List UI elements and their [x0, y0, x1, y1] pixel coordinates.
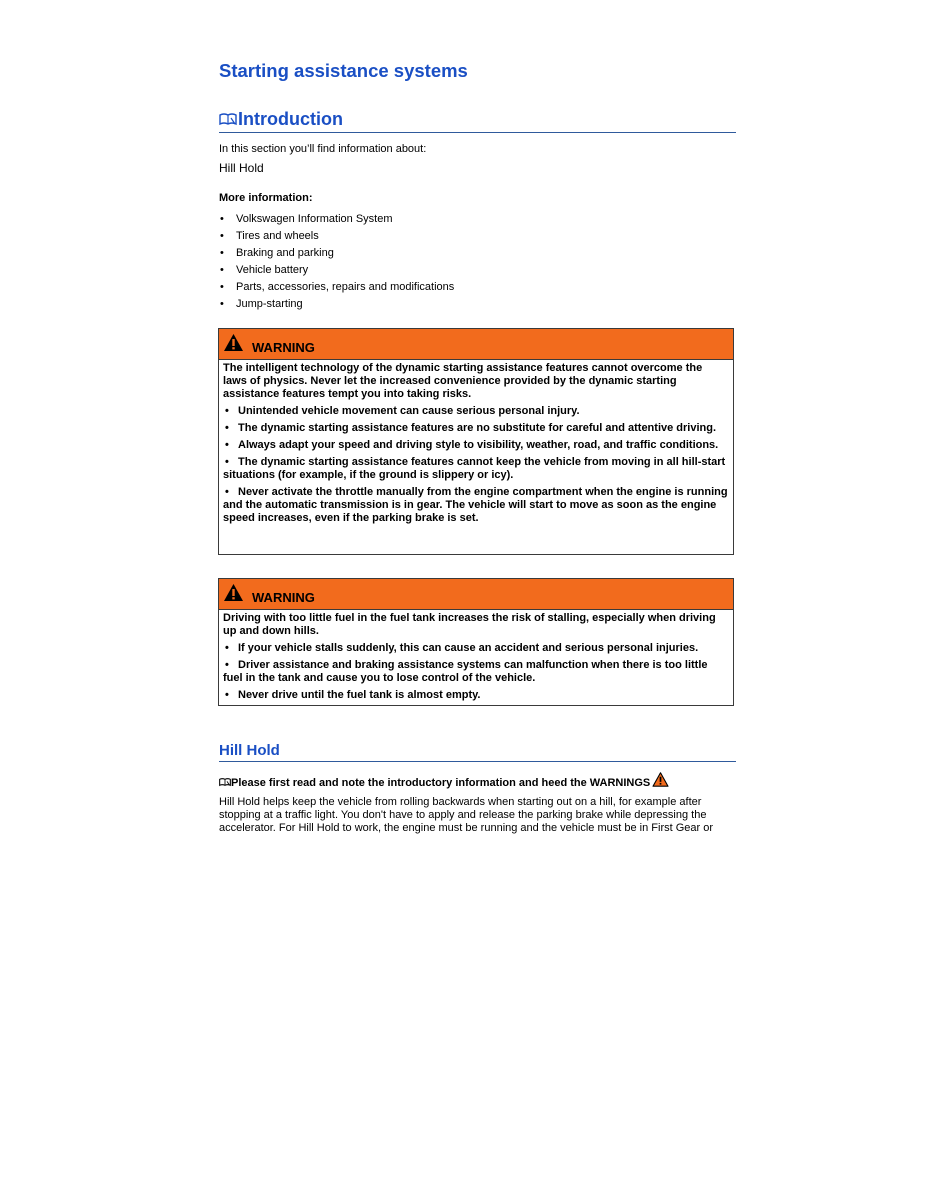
warning-item — [223, 486, 729, 529]
warning-item-text: Always adapt your speed and driving style to visibility, weather, road, and traffic conditions. — [238, 439, 719, 451]
warning-item — [223, 659, 729, 689]
list-item-label: Parts, accessories, repairs and modifications — [236, 281, 455, 293]
intro-topic-text: Hill Hold — [219, 161, 264, 175]
list-item — [219, 245, 454, 262]
bullet: • — [225, 439, 229, 451]
read-first-note-text: Please first read and note the introductory information and heed the WARNINGS — [231, 777, 651, 789]
book-icon — [219, 777, 231, 787]
list-item — [219, 262, 454, 279]
warning-item — [223, 456, 729, 486]
warning-item — [223, 642, 729, 659]
page-title: Starting assistance systems — [219, 60, 468, 81]
intro-lead-text: In this section you’ll find information about: — [219, 143, 427, 155]
more-information-list — [219, 211, 454, 313]
list-item-label: Jump-starting — [236, 298, 303, 310]
warning-item — [223, 439, 729, 456]
bullet: • — [220, 298, 224, 310]
bullet: • — [225, 642, 229, 654]
warning-item-text: Never drive until the fuel tank is almost empty. — [238, 689, 481, 701]
warning-body — [219, 360, 733, 529]
warning-header — [219, 329, 733, 360]
warning-triangle-icon[interactable] — [652, 772, 669, 787]
warning-item-text: If your vehicle stalls suddenly, this can cause an accident and serious personal injuries. — [238, 642, 699, 654]
warning-item — [223, 405, 729, 422]
warning-triangle-icon — [223, 333, 244, 352]
list-item-label: Tires and wheels — [236, 230, 319, 242]
bullet: • — [220, 281, 224, 293]
list-item — [219, 211, 454, 228]
hill-hold-body-text: Hill Hold helps keep the vehicle from rolling backwards when starting out on a hill, for example after stopping at a traffic light. You don't have to apply and release the parking brake while depressing the accelerator. For Hill Hold to work, the engine must be running and the vehicle must be in First Gear or — [219, 796, 714, 834]
warning-item-text: Driver assistance and braking assistance systems can malfunction when there is too little fuel in the tank and cause you to lose control of the vehicle. — [223, 659, 708, 684]
bullet: • — [220, 230, 224, 242]
warning-item — [223, 689, 729, 706]
warning-item — [223, 422, 729, 439]
bullet: • — [220, 264, 224, 276]
bullet: • — [225, 405, 229, 417]
warning-intro-text: The intelligent technology of the dynamic starting assistance features cannot overcome the laws of physics. Never let the increased convenience provided by the dynamic starting assistance features tempt you into taking risks. — [223, 362, 703, 400]
introduction-heading-text: Introduction — [238, 109, 343, 129]
warning-triangle-icon — [223, 583, 244, 602]
warning-label: WARNING — [252, 340, 315, 355]
list-item-label: Vehicle battery — [236, 264, 309, 276]
bullet: • — [225, 422, 229, 434]
read-first-note — [219, 772, 669, 790]
list-item — [219, 296, 454, 313]
list-item — [219, 279, 454, 296]
bullet: • — [225, 486, 229, 498]
bullet: • — [220, 213, 224, 225]
warning-intro-text: Driving with too little fuel in the fuel tank increases the risk of stalling, especially when driving up and down hills. — [223, 612, 716, 637]
list-item — [219, 228, 454, 245]
book-icon — [219, 112, 237, 126]
warning-box-fuel — [218, 578, 734, 706]
introduction-heading — [219, 109, 736, 133]
hill-hold-heading: Hill Hold — [219, 742, 736, 762]
list-item-label: Volkswagen Information System — [236, 213, 393, 225]
warning-box-physics — [218, 328, 734, 555]
more-information-label: More information: — [219, 192, 313, 204]
warning-item-text: Unintended vehicle movement can cause serious personal injury. — [238, 405, 580, 417]
warning-item-text: Never activate the throttle manually from the engine compartment when the engine is running and the automatic transmission is in gear. The vehicle will start to move as soon as the engine speed increases, even if the parking brake is set. — [223, 486, 728, 524]
warning-body — [219, 610, 733, 706]
bullet: • — [220, 247, 224, 259]
warning-item-text: The dynamic starting assistance features cannot keep the vehicle from moving in all hill-start situations (for example, if the ground is slippery or icy). — [223, 456, 726, 481]
warning-header — [219, 579, 733, 610]
bullet: • — [225, 456, 229, 468]
warning-item-text: The dynamic starting assistance features are no substitute for careful and attentive driving. — [238, 422, 717, 434]
warning-label: WARNING — [252, 590, 315, 605]
bullet: • — [225, 689, 229, 701]
list-item-label: Braking and parking — [236, 247, 334, 259]
bullet: • — [225, 659, 229, 671]
